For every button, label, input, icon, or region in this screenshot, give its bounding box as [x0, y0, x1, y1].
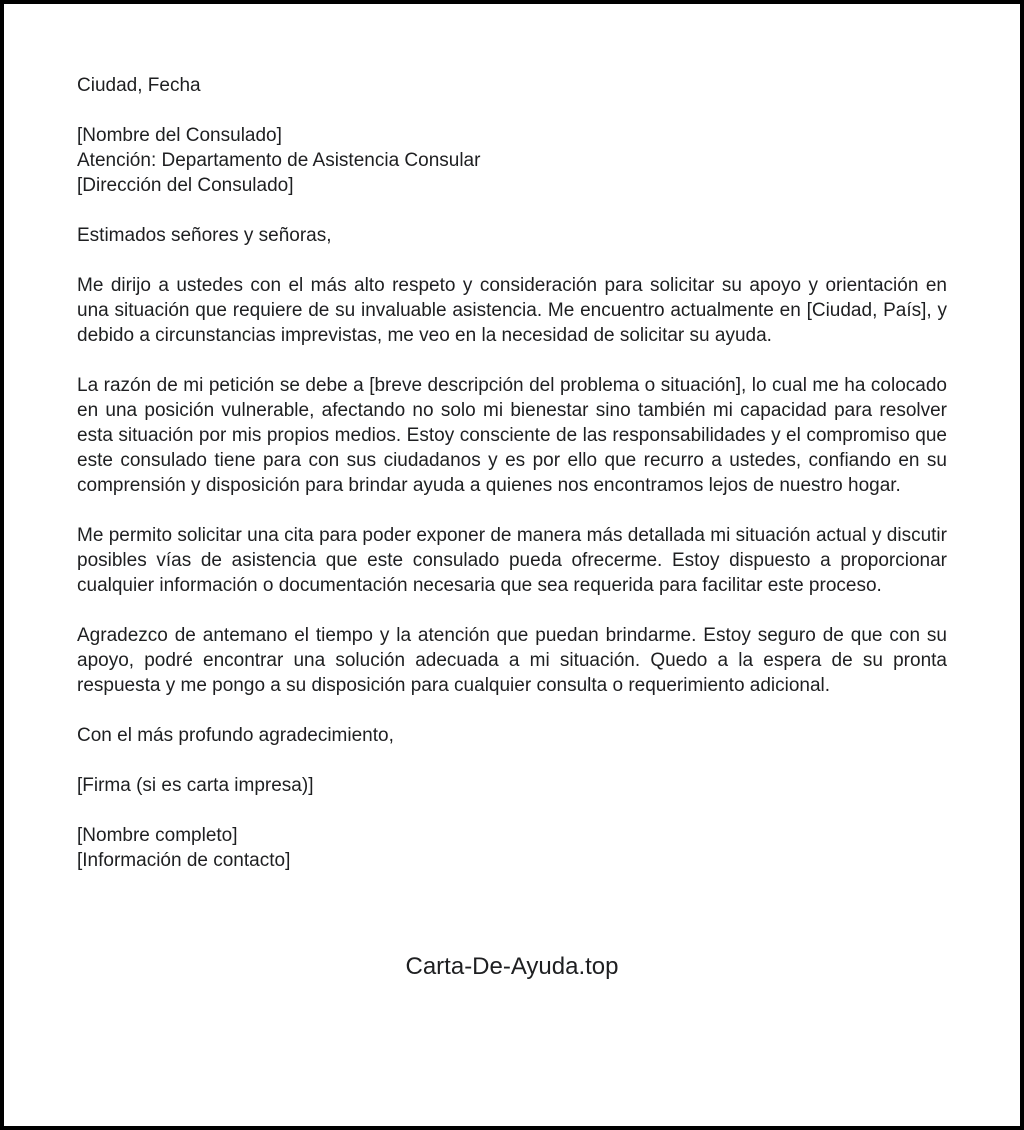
paragraph-appointment-request: Me permito solicitar una cita para poder exponer de manera más detallada mi situación actual y discutir posibles vías de asistencia que este consulado pueda ofrecerme. Estoy dispuesto a proporcionar cualquier información o documentación necesaria que sea requerida para facilitar este proceso. [77, 525, 947, 596]
date-line: Ciudad, Fecha [77, 75, 201, 96]
signature-placeholder: [Firma (si es carta impresa)] [77, 775, 314, 796]
sender-contact-placeholder: [Información de contacto] [77, 850, 291, 871]
letter-content [4, 4, 1020, 982]
recipient-consulate-name: [Nombre del Consulado] [77, 125, 282, 146]
paragraph-thanks: Agradezco de antemano el tiempo y la atención que puedan brindarme. Estoy seguro de que con su apoyo, podré encontrar una solución adecuada a mi situación. Quedo a la espera de su pronta respuesta y me pongo a su disposición para cualquier consulta o requerimiento adicional. [77, 625, 947, 696]
recipient-address: [Dirección del Consulado] [77, 175, 294, 196]
closing-line: Con el más profundo agradecimiento, [77, 725, 394, 746]
recipient-block [77, 123, 947, 198]
site-name: Carta-De-Ayuda.top [405, 953, 619, 980]
sender-name-placeholder: [Nombre completo] [77, 825, 238, 846]
recipient-attention-line: Atención: Departamento de Asistencia Consular [77, 150, 481, 171]
sender-block [77, 823, 947, 873]
salutation: Estimados señores y señoras, [77, 225, 332, 246]
paragraph-introduction: Me dirijo a ustedes con el más alto respeto y consideración para solicitar su apoyo y orientación en una situación que requiere de su invaluable asistencia. Me encuentro actualmente en [Ciudad, País], y debido a circunstancias imprevistas, me veo en la necesidad de solicitar su ayuda. [77, 275, 947, 346]
paragraph-reason: La razón de mi petición se debe a [breve descripción del problema o situación], lo cual me ha colocado en una posición vulnerable, afectando no solo mi bienestar sino también mi capacidad para resolver esta situación por mis propios medios. Estoy consciente de las responsabilidades y el compromiso que este consulado tiene para con sus ciudadanos y es por ello que recurro a ustedes, confiando en su comprensión y disposición para brindar ayuda a quienes nos encontramos lejos de nuestro hogar. [77, 375, 947, 496]
